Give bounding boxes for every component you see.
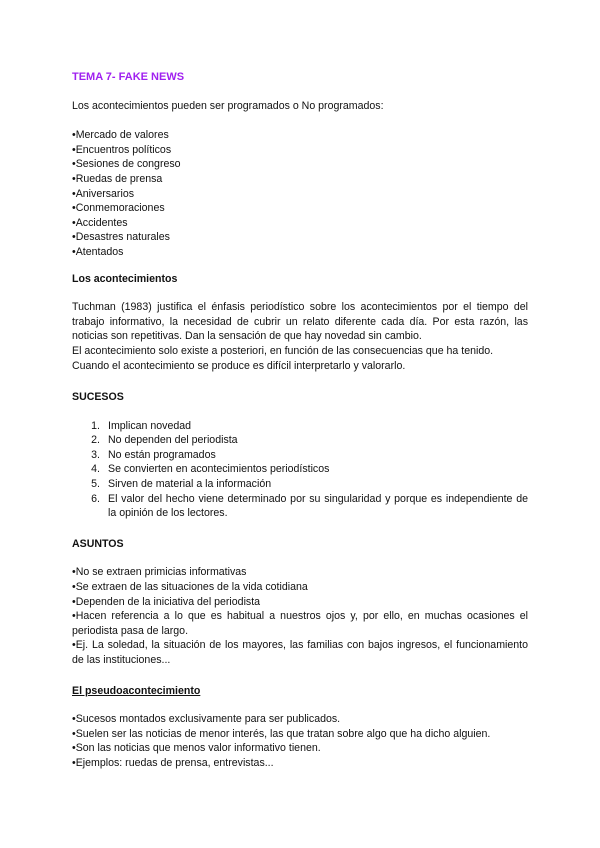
paragraph: Cuando el acontecimiento se produce es difícil interpretarlo y valorarlo. — [72, 359, 406, 372]
asuntos-list — [72, 565, 528, 667]
list-item: • No se extraen primicias informativas — [72, 565, 528, 580]
sucesos-list — [72, 419, 528, 521]
list-item: • Suelen ser las noticias de menor interés, las que tratan sobre algo que ha dicho alguien. — [72, 727, 528, 742]
list-item: • Ej. La soledad, la situación de los mayores, las familias con bajos ingresos, el funcionamiento de las instituciones... — [72, 638, 528, 667]
section-body-acontecimientos — [72, 300, 528, 373]
list-item: 5. Sirven de material a la información — [91, 478, 272, 491]
list-item: • Son las noticias que menos valor informativo tienen. — [72, 741, 528, 756]
list-item: • Sesiones de congreso — [72, 157, 528, 172]
list-item: • Ruedas de prensa — [72, 172, 528, 187]
list-item: • Conmemoraciones — [72, 201, 528, 216]
list-item: • Se extraen de las situaciones de la vida cotidiana — [72, 580, 528, 595]
intro-text: Los acontecimientos pueden ser programados o No programados: — [72, 99, 384, 112]
list-item: • Mercado de valores — [72, 128, 528, 143]
pseudoacontecimiento-list — [72, 712, 528, 770]
list-item: • Desastres naturales — [72, 230, 528, 245]
paragraph: Tuchman (1983) justifica el énfasis periodístico sobre los acontecimientos por el tiempo del trabajo informativo, la necesidad de cubrir un relato diferente cada día. Por esta razón, las noticias son repetitivas. Dan la sensación de que hay novedad sin cambio. — [72, 301, 528, 343]
list-item: • Sucesos montados exclusivamente para ser publicados. — [72, 712, 528, 727]
list-item: 4. Se convierten en acontecimientos periodísticos — [91, 463, 330, 476]
list-item: • Aniversarios — [72, 187, 528, 202]
list-item: 3. No están programados — [91, 448, 216, 461]
list-item: • Hacen referencia a lo que es habitual a nuestros ojos y, por ello, en muchas ocasiones el periodista pasa de largo. — [72, 609, 528, 638]
section-heading-acontecimientos: Los acontecimientos — [72, 272, 178, 285]
list-item: • Encuentros políticos — [72, 143, 528, 158]
list-item: 2. No dependen del periodista — [91, 434, 238, 447]
list-item: • Ejemplos: ruedas de prensa, entrevistas... — [72, 756, 528, 771]
list-item: • Atentados — [72, 245, 528, 260]
section-heading-sucesos: SUCESOS — [72, 391, 124, 404]
paragraph: El acontecimiento solo existe a posteriori, en función de las consecuencias que ha tenido. — [72, 344, 494, 357]
event-type-list — [72, 128, 528, 259]
list-item: • Accidentes — [72, 216, 528, 231]
list-item: 1. Implican novedad — [91, 419, 192, 432]
page-title: TEMA 7- FAKE NEWS — [72, 71, 185, 83]
section-heading-pseudoacontecimiento: El pseudoacontecimiento — [72, 684, 201, 697]
list-item: • Dependen de la iniciativa del periodista — [72, 595, 528, 610]
section-heading-asuntos: ASUNTOS — [72, 537, 124, 550]
list-item: 6. El valor del hecho viene determinado por su singularidad y porque es independiente de la opinión de los lectores. — [91, 492, 528, 520]
